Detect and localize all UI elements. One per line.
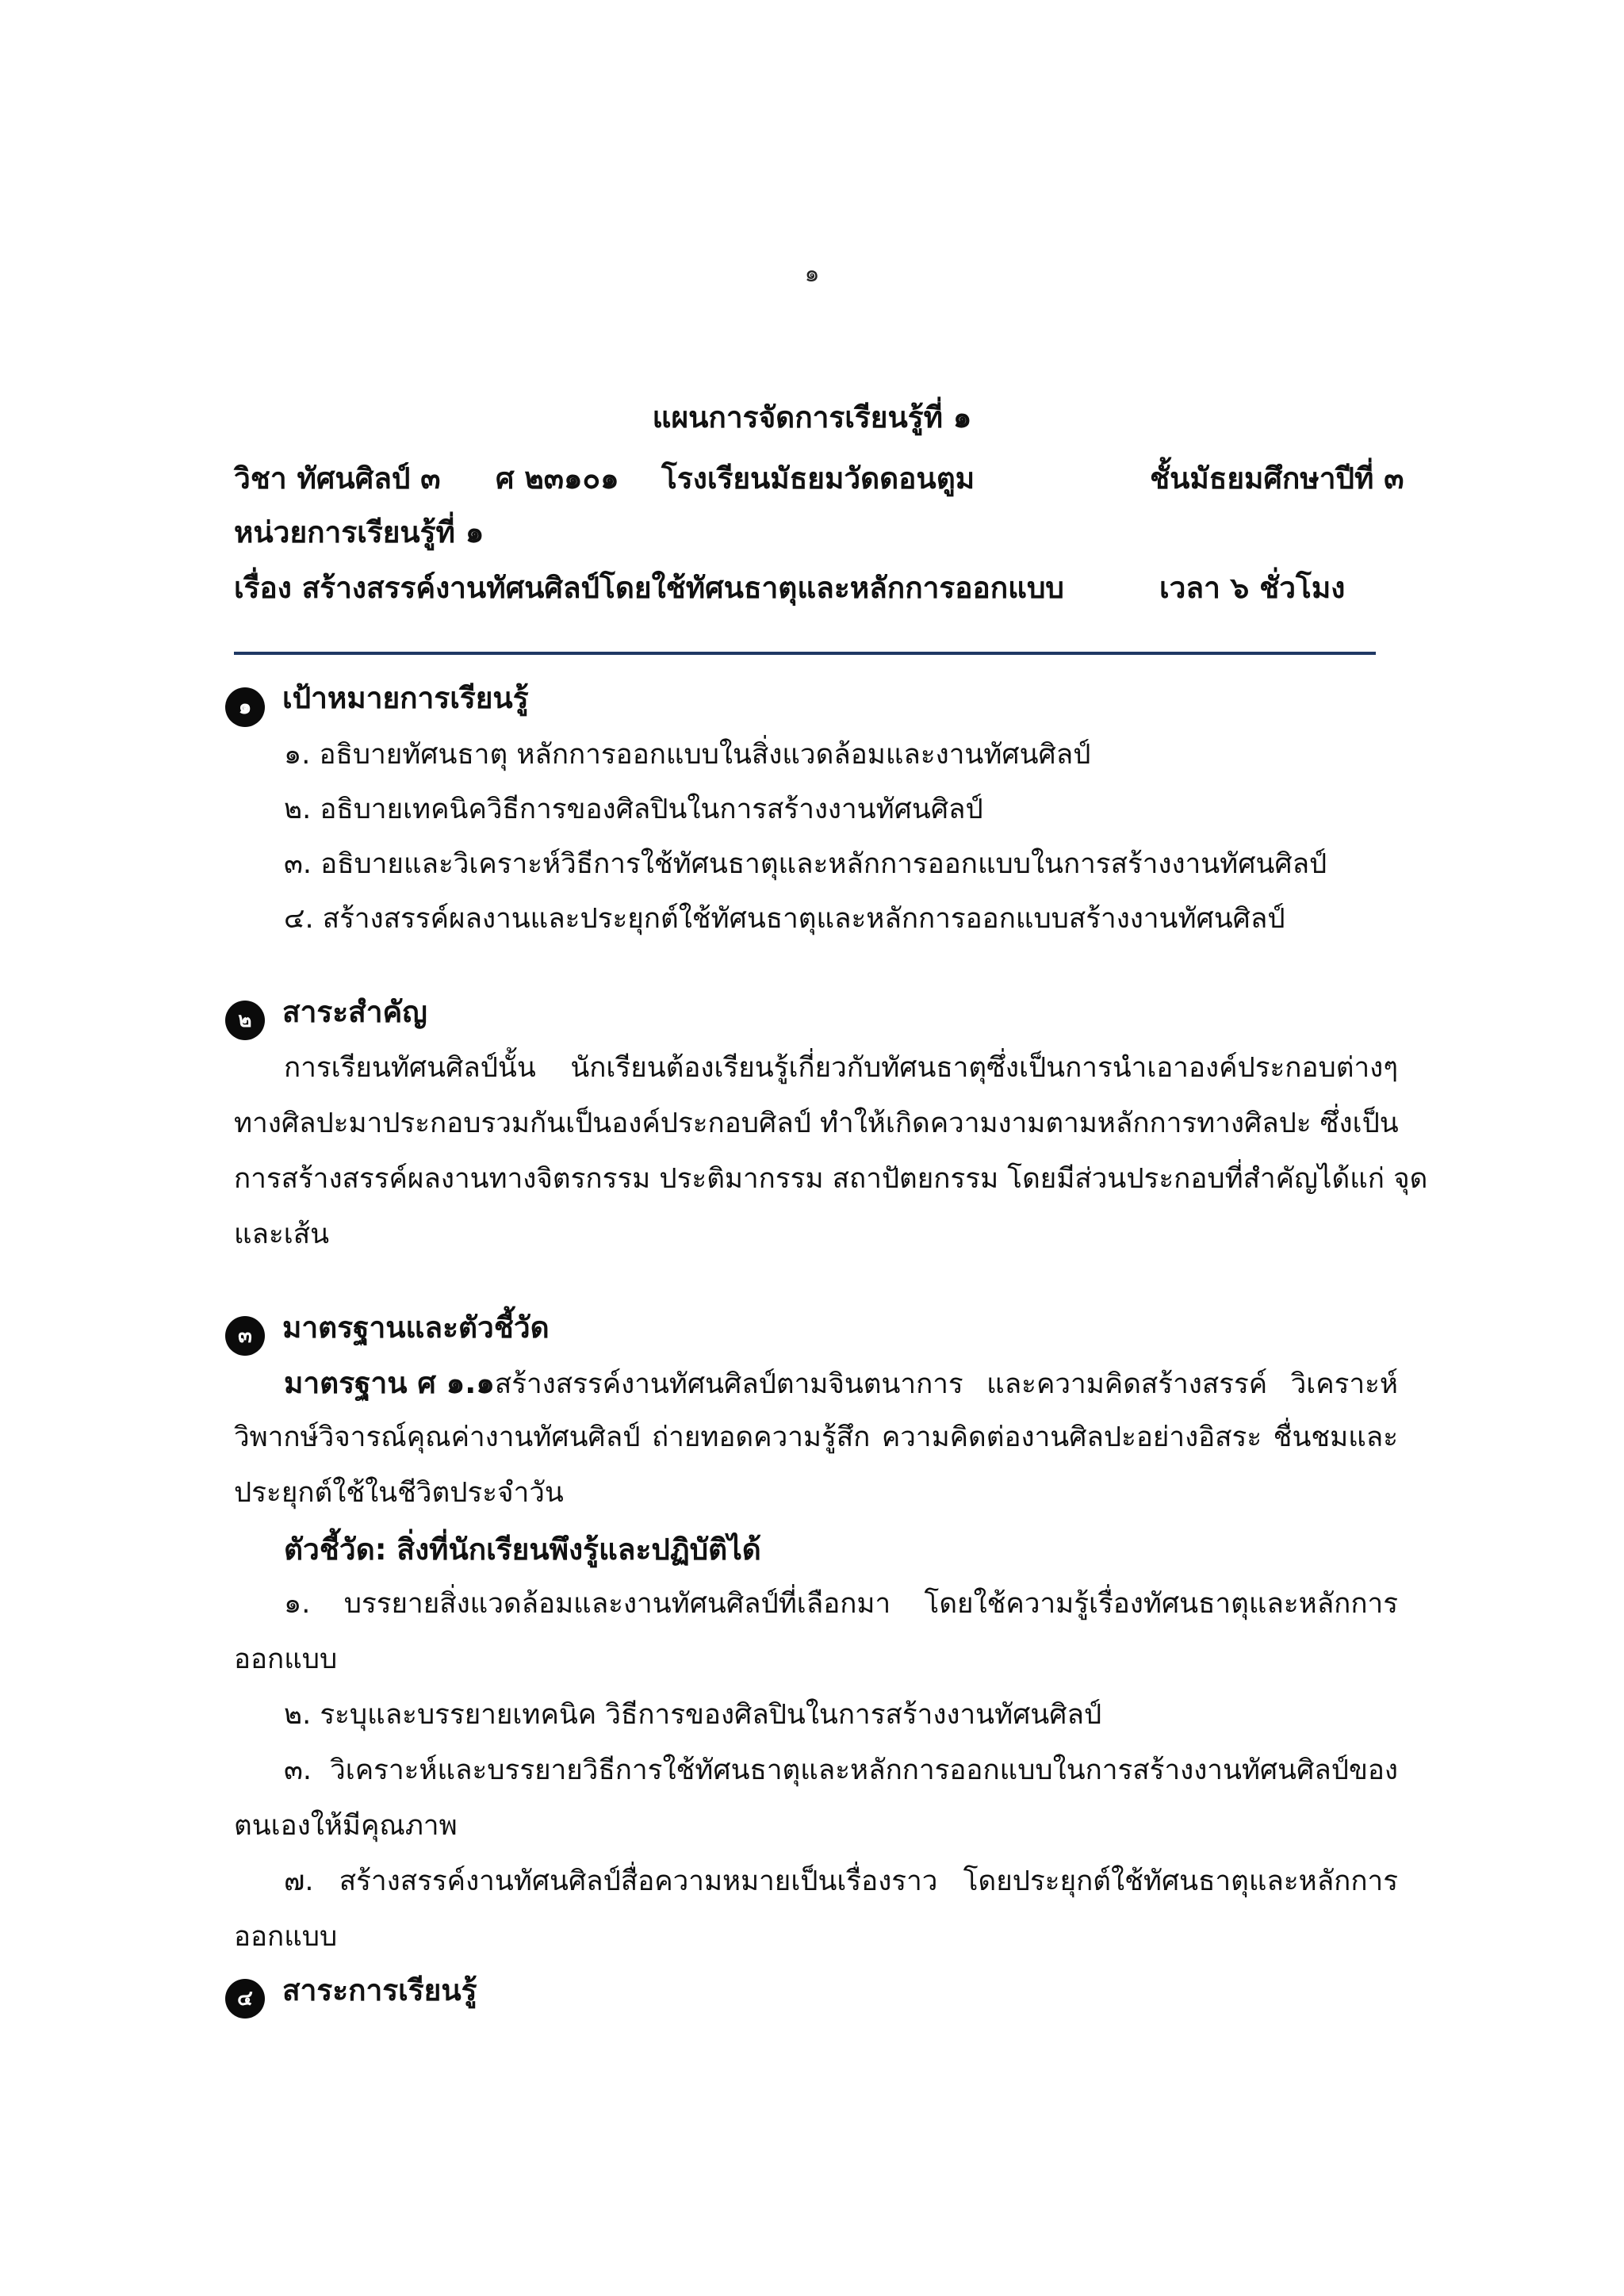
section-number-badge: ๑ — [225, 687, 265, 727]
key-concept-line: การสร้างสรรค์ผลงานทางจิตรกรรม ประติมากรรม สถาปัตยกรรม โดยมีส่วนประกอบที่สำคัญได้แก่ จุด — [234, 1163, 1428, 1195]
indicator-item: ๓. วิเคราะห์และบรรยายวิธีการใช้ทัศนธาตุและหลักการออกแบบในการสร้างงานทัศนศิลป์ของ — [284, 1755, 1398, 1786]
goal-item: ๒. อธิบายเทคนิควิธีการของศิลปินในการสร้างงานทัศนศิลป์ — [284, 794, 983, 825]
section-number-badge: ๔ — [225, 1979, 265, 2019]
section-title-standards: มาตรฐานและตัวชี้วัด — [282, 1311, 550, 1345]
indicator-item: ๑. บรรยายสิ่งแวดล้อมและงานทัศนศิลป์ที่เลือกมา โดยใช้ความรู้เรื่องทัศนธาตุและหลักการ — [284, 1588, 1398, 1620]
key-concept-line: และเส้น — [234, 1219, 330, 1250]
header-divider — [234, 652, 1376, 655]
goal-item: ๑. อธิบายทัศนธาตุ หลักการออกแบบในสิ่งแวดล้อมและงานทัศนศิลป์ — [284, 739, 1091, 771]
indicator-item: ออกแบบ — [234, 1921, 338, 1953]
duration: เวลา ๖ ชั่วโมง — [1159, 571, 1346, 605]
standard-text: สร้างสรรค์งานทัศนศิลป์ตามจินตนาการ และความคิดสร้างสรรค์ วิเคราะห์ — [494, 1368, 1398, 1400]
grade-level: ชั้นมัธยมศึกษาปีที่ ๓ — [1150, 461, 1404, 496]
indicators-heading: ตัวชี้วัด: สิ่งที่นักเรียนพึงรู้และปฏิบัติได้ — [284, 1533, 761, 1567]
standard-line: ประยุกต์ใช้ในชีวิตประจำวัน — [234, 1477, 564, 1509]
section-title-learning-content: สาระการเรียนรู้ — [282, 1973, 477, 2007]
subject-code: ศ ๒๓๑๐๑ — [496, 461, 619, 496]
section-title-goals: เป้าหมายการเรียนรู้ — [282, 681, 529, 715]
indicator-item: ๗. สร้างสรรค์งานทัศนศิลป์สื่อความหมายเป็นเรื่องราว โดยประยุกต์ใช้ทัศนธาตุและหลักการ — [284, 1866, 1398, 1897]
section-number-badge: ๒ — [225, 1001, 265, 1040]
section-number-badge: ๓ — [225, 1316, 265, 1356]
standard-label: มาตรฐาน ศ ๑.๑ — [284, 1366, 495, 1400]
unit-number: หน่วยการเรียนรู้ที่ ๑ — [234, 515, 485, 549]
page-title: แผนการจัดการเรียนรู้ที่ ๑ — [652, 400, 972, 434]
key-concept-line: การเรียนทัศนศิลป์นั้น นักเรียนต้องเรียนรู้เกี่ยวกับทัศนธาตุซึ่งเป็นการนำเอาองค์ประกอบต่างๆ — [284, 1052, 1398, 1084]
page-number: ๑ — [804, 260, 820, 288]
subject-name: วิชา ทัศนศิลป์ ๓ — [234, 461, 441, 496]
goal-item: ๓. อธิบายและวิเคราะห์วิธีการใช้ทัศนธาตุและหลักการออกแบบในการสร้างงานทัศนศิลป์ — [284, 848, 1327, 880]
indicator-item: ๒. ระบุและบรรยายเทคนิค วิธีการของศิลปินในการสร้างงานทัศนศิลป์ — [284, 1699, 1102, 1731]
indicator-item: ตนเองให้มีคุณภาพ — [234, 1810, 458, 1842]
key-concept-line: ทางศิลปะมาประกอบรวมกันเป็นองค์ประกอบศิลป์ ทำให้เกิดความงามตามหลักการทางศิลปะ ซึ่งเป็น — [234, 1108, 1399, 1139]
indicator-item: ออกแบบ — [234, 1644, 338, 1675]
school-name: โรงเรียนมัธยมวัดดอนตูม — [661, 461, 975, 496]
goal-item: ๔. สร้างสรรค์ผลงานและประยุกต์ใช้ทัศนธาตุและหลักการออกแบบสร้างงานทัศนศิลป์ — [284, 903, 1285, 935]
section-title-key-concept: สาระสำคัญ — [282, 995, 427, 1029]
standard-line: วิพากษ์วิจารณ์คุณค่างานทัศนศิลป์ ถ่ายทอดความรู้สึก ความคิดต่องานศิลปะอย่างอิสระ ชื่นชมและ — [234, 1422, 1398, 1453]
topic: เรื่อง สร้างสรรค์งานทัศนศิลป์โดยใช้ทัศนธาตุและหลักการออกแบบ — [234, 571, 1064, 605]
standard-line — [284, 1368, 1398, 1399]
